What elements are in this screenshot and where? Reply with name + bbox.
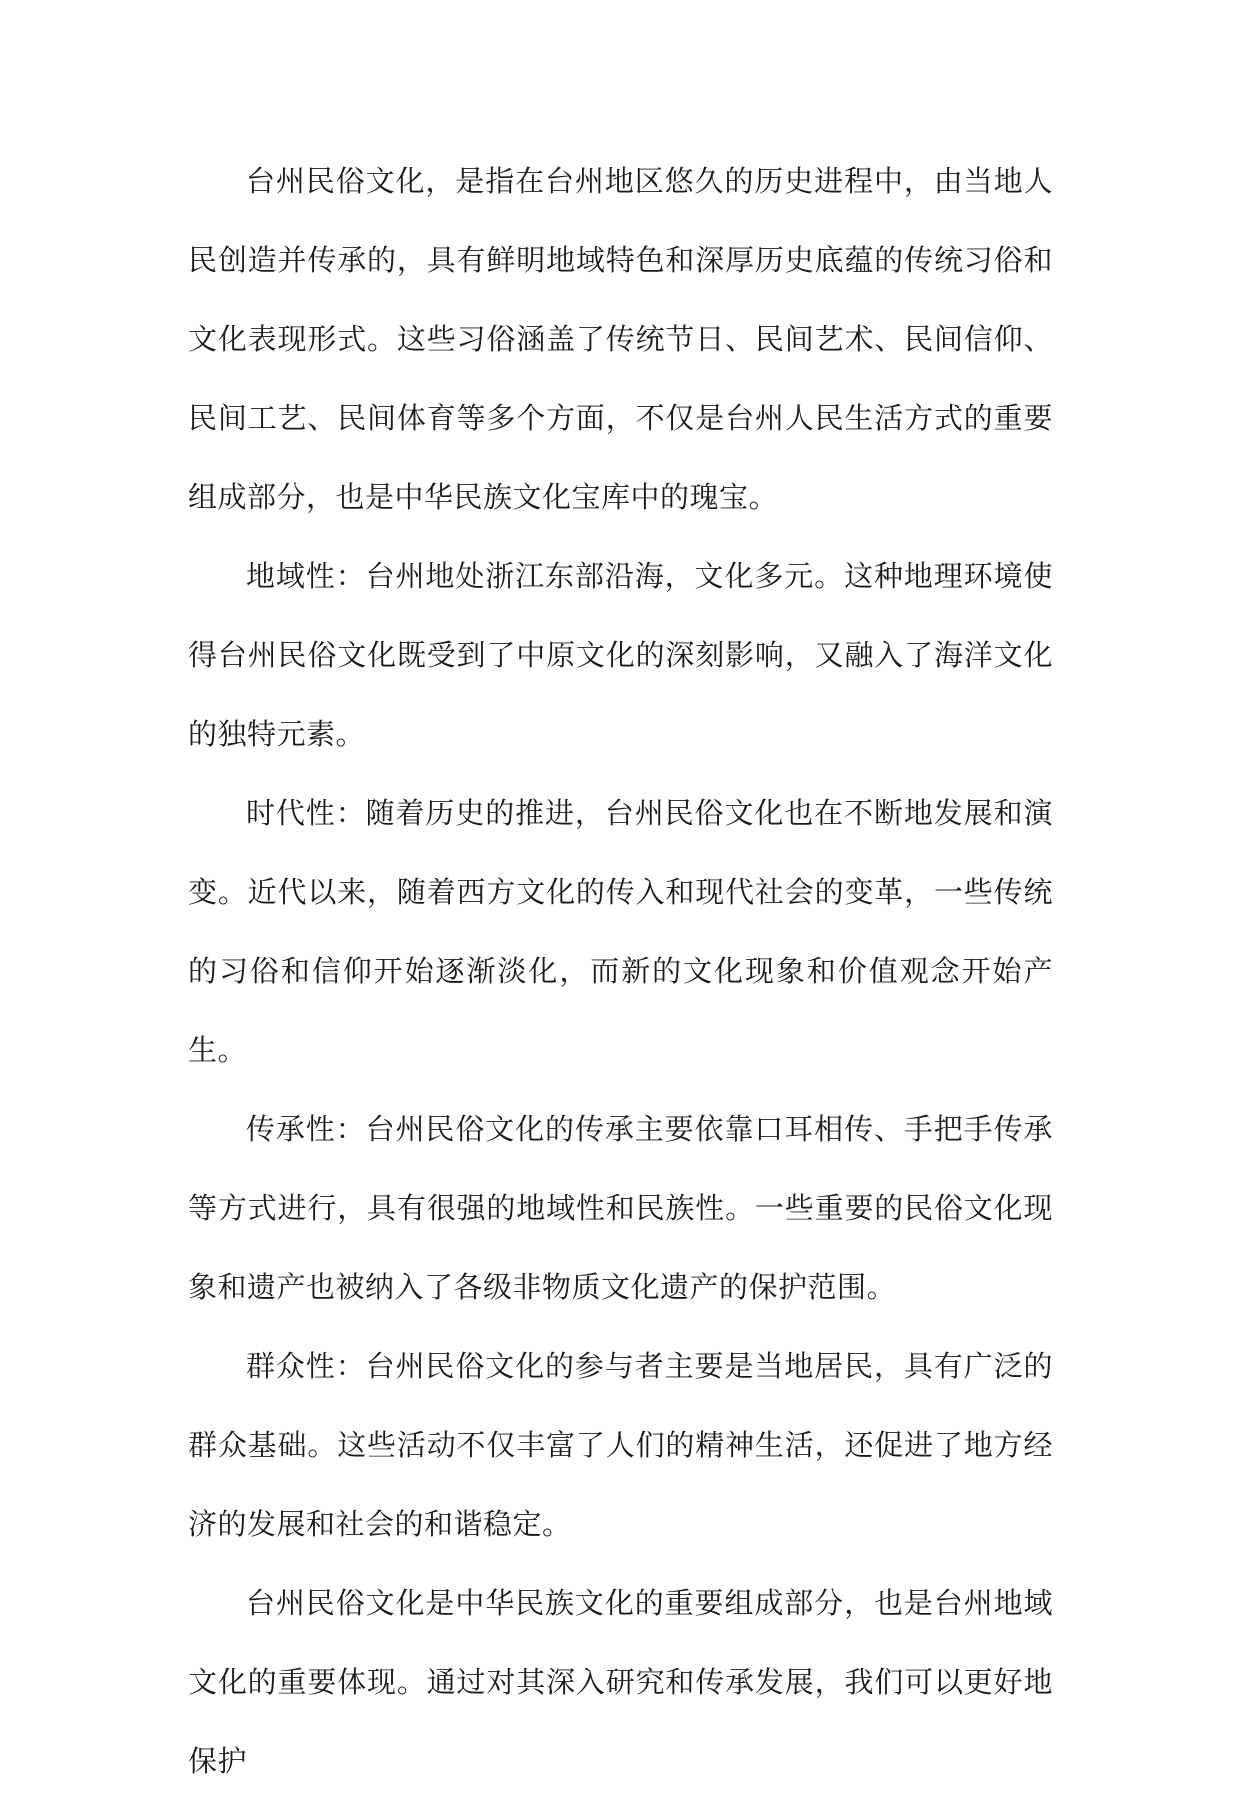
paragraph-temporal: 时代性：随着历史的推进，台州民俗文化也在不断地发展和演变。近代以来，随着西方文化的传入和现代社会的变革，一些传统的习俗和信仰开始逐渐淡化，而新的文化现象和价值观念开始产生。 [188,796,1053,1067]
paragraph-regional: 地域性：台州地处浙江东部沿海，文化多元。这种地理环境使得台州民俗文化既受到了中原文化的深刻影响，又融入了海洋文化的独特元素。 [188,559,1053,751]
paragraph-intro: 台州民俗文化，是指在台州地区悠久的历史进程中，由当地人民创造并传承的，具有鲜明地域特色和深厚历史底蕴的传统习俗和文化表现形式。这些习俗涵盖了传统节日、民间艺术、民间信仰、民间工艺、民间体育等多个方面，不仅是台州人民生活方式的重要组成部分，也是中华民族文化宝库中的瑰宝。 [188,164,1053,514]
paragraph-inheritance: 传承性：台州民俗文化的传承主要依靠口耳相传、手把手传承等方式进行，具有很强的地域性和民族性。一些重要的民俗文化现象和遗产也被纳入了各级非物质文化遗产的保护范围。 [188,1112,1053,1304]
document-body [188,142,1053,1801]
paragraph-conclusion: 台州民俗文化是中华民族文化的重要组成部分，也是台州地域文化的重要体现。通过对其深入研究和传承发展，我们可以更好地保护 [188,1586,1053,1778]
paragraph-mass-participation: 群众性：台州民俗文化的参与者主要是当地居民，具有广泛的群众基础。这些活动不仅丰富了人们的精神生活，还促进了地方经济的发展和社会的和谐稳定。 [188,1349,1053,1541]
